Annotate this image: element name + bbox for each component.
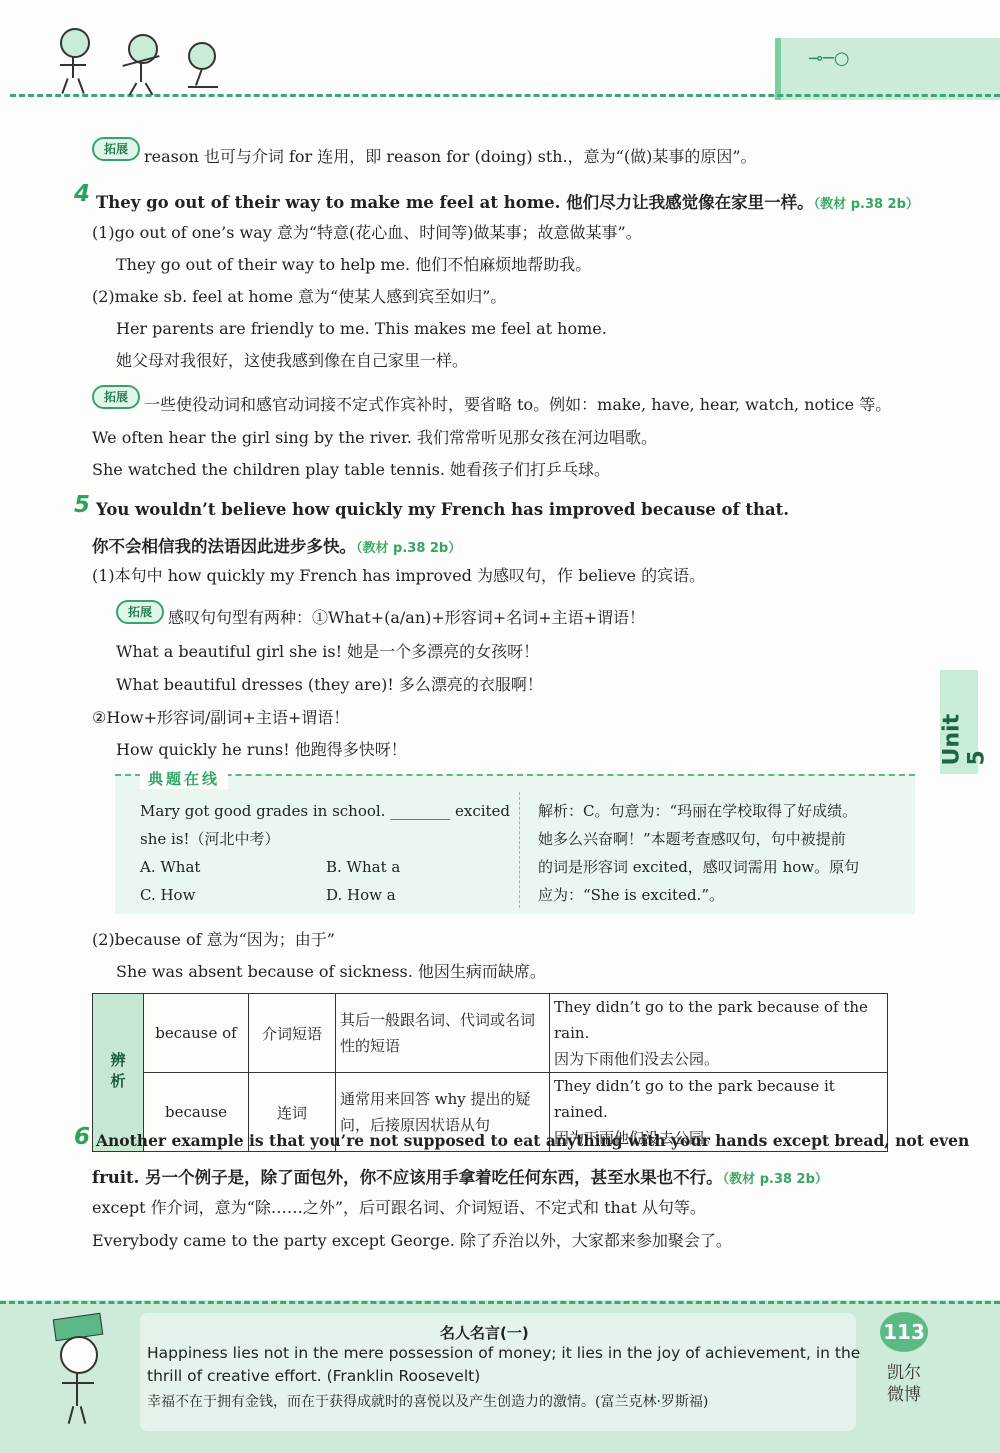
unit-label: Unit 5 bbox=[939, 713, 990, 766]
usage-cell: 通常用来回答 why 提出的疑问，后接原因状语从句 bbox=[336, 1073, 550, 1152]
comparison-table bbox=[92, 993, 888, 1152]
term-cell: because bbox=[144, 1073, 249, 1152]
exercise-title: 典题在线 bbox=[140, 768, 228, 789]
extension-text: reason 也可与介词 for 连用，即 reason for (doing) sth.，意为“(做)某事的原因”。 bbox=[144, 147, 757, 166]
exercise-question: she is!（河北中考） bbox=[140, 830, 280, 848]
term-cell: because of bbox=[144, 994, 249, 1073]
brand-label: 凯尔微博 bbox=[887, 1363, 921, 1405]
page-number: 113 bbox=[880, 1312, 928, 1352]
extension-text: 一些使役动词和感官动词接不定式作宾补时，要省略 to。例如：make, have, hear, watch, notice 等。 bbox=[144, 395, 892, 414]
exercise-divider bbox=[519, 792, 520, 908]
example-line: What beautiful dresses (they are)! 多么漂亮的衣服啊！ bbox=[116, 675, 543, 694]
reading-kid-illustration bbox=[40, 1310, 130, 1430]
answer-line: 的词是形容词 excited，感叹词需用 how。原句 bbox=[538, 858, 860, 876]
example-line: She was absent because of sickness. 他因生病而缺席。 bbox=[116, 962, 546, 981]
example-line: How quickly he runs! 他跑得多快呀！ bbox=[116, 740, 407, 759]
example-line: Her parents are friendly to me. This makes me feel at home. bbox=[116, 319, 607, 338]
key-sentence-translation: 你不会相信我的法语因此进步多快。（教材 p.38 2b） bbox=[92, 537, 462, 556]
key-sentence: They go out of their way to make me feel at home. 他们尽力让我感觉像在家里一样。（教材 p.38 2b） bbox=[96, 193, 919, 212]
note-line: ②How+形容词/副词+主语+谓语！ bbox=[92, 708, 350, 727]
exercise-question: Mary got good grades in school. ________ excited bbox=[140, 802, 511, 820]
note-line: (2)make sb. feel at home 意为“使某人感到宾至如归”。 bbox=[92, 287, 507, 306]
extension-text: 感叹句句型有两种：①What+(a/an)+形容词+名词+主语+谓语！ bbox=[168, 608, 646, 627]
quote-chinese: 幸福不在于拥有金钱，而在于获得成就时的喜悦以及产生创造力的激情。(富兰克林·罗斯福) bbox=[147, 1394, 709, 1410]
example-line: What a beautiful girl she is! 她是一个多漂亮的女孩呀！ bbox=[116, 642, 540, 661]
textbook-ref: （教材 p.38 2b） bbox=[356, 541, 462, 556]
textbook-ref: （教材 p.38 2b） bbox=[813, 197, 919, 212]
footer-divider bbox=[0, 1301, 1000, 1304]
textbook-ref: （教材 p.38 2b） bbox=[722, 1172, 828, 1187]
key-sentence: fruit. 另一个例子是，除了面包外，你不应该用手拿着吃任何东西，甚至水果也不行。（教材 p.38 2b） bbox=[92, 1168, 828, 1187]
answer-line: 她多么兴奋啊！”本题考查感叹句，句中被提前 bbox=[538, 830, 846, 848]
item-number: 4 bbox=[74, 181, 91, 207]
note-line: (2)because of 意为“因为；由于” bbox=[92, 930, 335, 949]
example-cn: 因为下雨他们没去公园。 bbox=[554, 1129, 720, 1147]
example-cell bbox=[550, 994, 888, 1073]
cartoon-kids-illustration bbox=[40, 20, 240, 100]
pos-cell: 介词短语 bbox=[249, 994, 336, 1073]
option-c: C. How bbox=[140, 886, 196, 904]
extension-badge: 拓展 bbox=[92, 137, 140, 161]
item-number: 6 bbox=[74, 1124, 91, 1150]
pos-cell: 连词 bbox=[249, 1073, 336, 1152]
answer-line: 解析：C。句意为：“玛丽在学校取得了好成绩。 bbox=[538, 802, 858, 820]
note-line: except 作介词，意为“除……之外”，后可跟名词、介词短语、不定式和 that 从句等。 bbox=[92, 1198, 706, 1217]
example-line: We often hear the girl sing by the river. 我们常常听见那女孩在河边唱歌。 bbox=[92, 428, 658, 447]
extension-badge: 拓展 bbox=[116, 600, 164, 624]
example-line: 她父母对我很好，这使我感到像在自己家里一样。 bbox=[116, 351, 469, 370]
key-sentence: Another example is that you’re not supposed to eat anything with your hands except bread, not even bbox=[96, 1131, 970, 1150]
key-sentence: You wouldn’t believe how quickly my French has improved because of that. bbox=[96, 500, 789, 519]
option-d: D. How a bbox=[326, 886, 396, 904]
quote-title: 名人名言(一) bbox=[440, 1324, 529, 1342]
usage-cell: 其后一般跟名词、代词或名词性的短语 bbox=[336, 994, 550, 1073]
option-a: A. What bbox=[140, 858, 201, 876]
item-number: 5 bbox=[74, 492, 91, 518]
answer-line: 应为：“She is excited.”。 bbox=[538, 886, 724, 904]
example-line: She watched the children play table tennis. 她看孩子们打乒乓球。 bbox=[92, 460, 611, 479]
note-line: (1)go out of one’s way 意为“特意(花心血、时间等)做某事；故意做某事”。 bbox=[92, 223, 642, 242]
table-row bbox=[93, 994, 888, 1073]
example-en: They didn’t go to the park because it rained. bbox=[554, 1077, 835, 1121]
option-b: B. What a bbox=[326, 858, 401, 876]
quote-english: thrill of creative effort. (Franklin Roosevelt) bbox=[147, 1367, 481, 1385]
extension-badge: 拓展 bbox=[92, 385, 140, 409]
comparison-label: 辨析 bbox=[93, 994, 144, 1152]
example-line: Everybody came to the party except George. 除了乔治以外，大家都来参加聚会了。 bbox=[92, 1231, 732, 1250]
example-en: They didn’t go to the park because of the rain. bbox=[554, 998, 868, 1042]
quote-english: Happiness lies not in the mere possession of money; it lies in the joy of achievement, in the bbox=[147, 1344, 861, 1362]
key-icon: ⊸─○ bbox=[808, 48, 850, 69]
example-line: They go out of their way to help me. 他们不怕麻烦地帮助我。 bbox=[116, 255, 592, 274]
example-cn: 因为下雨他们没去公园。 bbox=[554, 1050, 720, 1068]
note-line: (1)本句中 how quickly my French has improved 为感叹句，作 believe 的宾语。 bbox=[92, 566, 706, 585]
